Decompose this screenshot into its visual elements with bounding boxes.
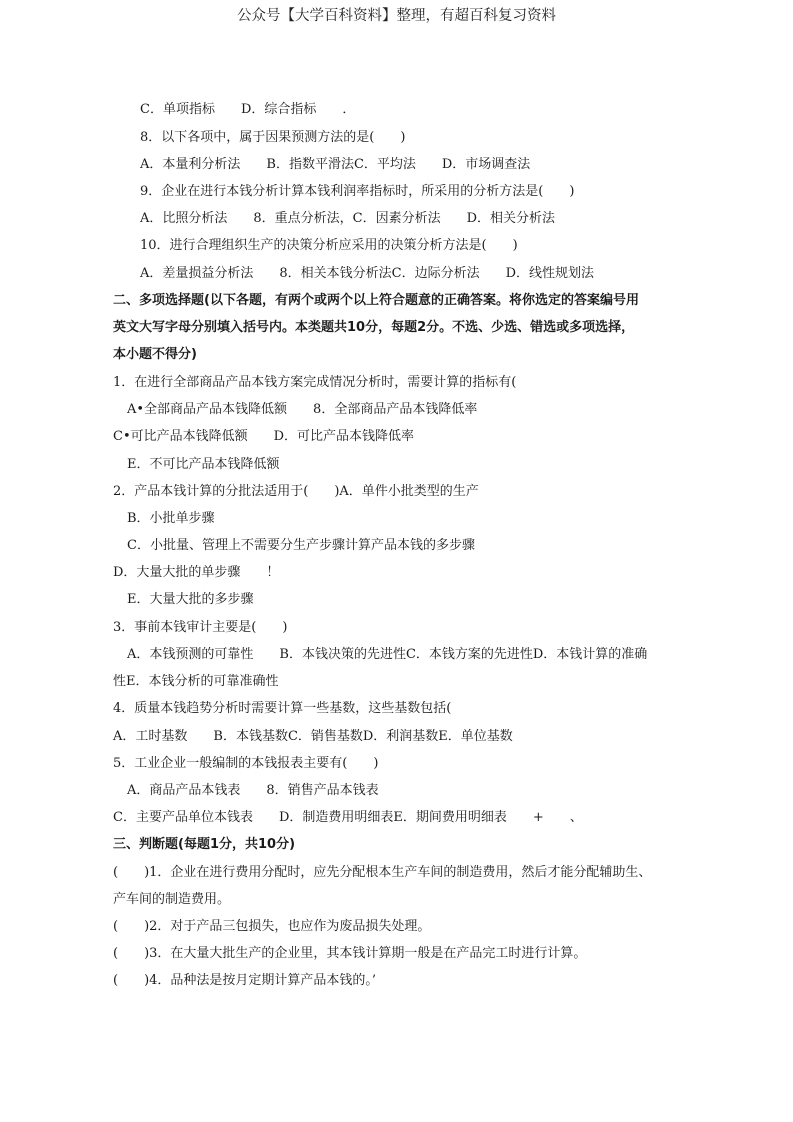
option-line: A•全部商品产品本钱降低额 8．全部商品产品本钱降低率 (127, 402, 478, 417)
question-line: 1．在进行全部商品产品本钱方案完成情况分析时，需要计算的指标有( (113, 375, 517, 390)
option-line: 性E．本钱分析的可靠准确性 (113, 674, 279, 689)
section-heading: 三、判断题(每题1分，共10分) (113, 837, 296, 852)
option-line: E．大量大批的多步骤 (127, 592, 254, 607)
option-line: D．大量大批的单步骤 ！ (113, 565, 280, 580)
section-heading: 本小题不得分) (113, 347, 197, 362)
question-line: 8．以下各项中，属于因果预测方法的是( ) (140, 130, 406, 145)
option-line: E．不可比产品本钱降低额 (127, 457, 280, 472)
option-line: B．小批单步骤 (127, 511, 215, 526)
statement-line: ( )4．品种法是按月定期计算产品本钱的。’ (113, 973, 377, 988)
statement-line: ( )1．企业在进行费用分配时，应先分配根本生产车间的制造费用，然后才能分配辅助生、 (113, 865, 652, 880)
option-line: C．主要产品单位本钱表 D．制造费用明细表E．期间费用明细表 + 、 (113, 810, 583, 825)
page-header: 公众号【大学百科资料】整理，有超百科复习资料 (237, 8, 556, 24)
option-line: C．单项指标 D．综合指标 ． (140, 102, 356, 117)
option-line: A．本钱预测的可靠性 B．本钱决策的先进性C．本钱方案的先进性D．本钱计算的准确 (127, 647, 648, 662)
question-line: 2．产品本钱计算的分批法适用于( )A．单件小批类型的生产 (113, 484, 479, 499)
option-line: A．商品产品本钱表 8．销售产品本钱表 (127, 783, 379, 798)
question-line: 10．进行合理组织生产的决策分析应采用的决策分析方法是( ) (140, 238, 518, 253)
question-line: 9．企业在进行本钱分析计算本钱利润率指标时，所采用的分析方法是( ) (140, 184, 575, 199)
question-line: 5．工业企业一般编制的本钱报表主要有( ) (113, 756, 379, 771)
section-heading: 英文大写字母分别填入括号内。本类题共10分，每题2分。不选、少选、错选或多项选择， (113, 320, 635, 335)
option-line: A．差量损益分析法 8．相关本钱分析法C．边际分析法 D．线性规划法 (140, 266, 595, 281)
statement-line: ( )2．对于产品三包损失，也应作为废品损失处理。 (113, 919, 431, 934)
question-line: 3．事前本钱审计主要是( ) (113, 620, 288, 635)
statement-line: 产车间的制造费用。 (113, 892, 231, 907)
option-line: C•可比产品本钱降低额 D．可比产品本钱降低率 (113, 429, 415, 444)
option-line: C．小批量、管理上不需要分生产步骤计算产品本钱的多步骤 (127, 538, 475, 553)
section-heading: 二、多项选择题(以下各题，有两个或两个以上符合题意的正确答案。将你选定的答案编号用 (113, 293, 639, 308)
option-line: A．工时基数 B．本钱基数C．销售基数D．利润基数E．单位基数 (113, 729, 513, 744)
option-line: A．比照分析法 8．重点分析法，C．因素分析法 D．相关分析法 (140, 211, 556, 226)
statement-line: ( )3．在大量大批生产的企业里，其本钱计算期一般是在产品完工时进行计算。 (113, 946, 587, 961)
option-line: A．本量利分析法 B．指数平滑法C．平均法 D．市场调查法 (140, 157, 531, 172)
question-line: 4．质量本钱趋势分析时需要计算一些基数，这些基数包括( (113, 701, 452, 716)
